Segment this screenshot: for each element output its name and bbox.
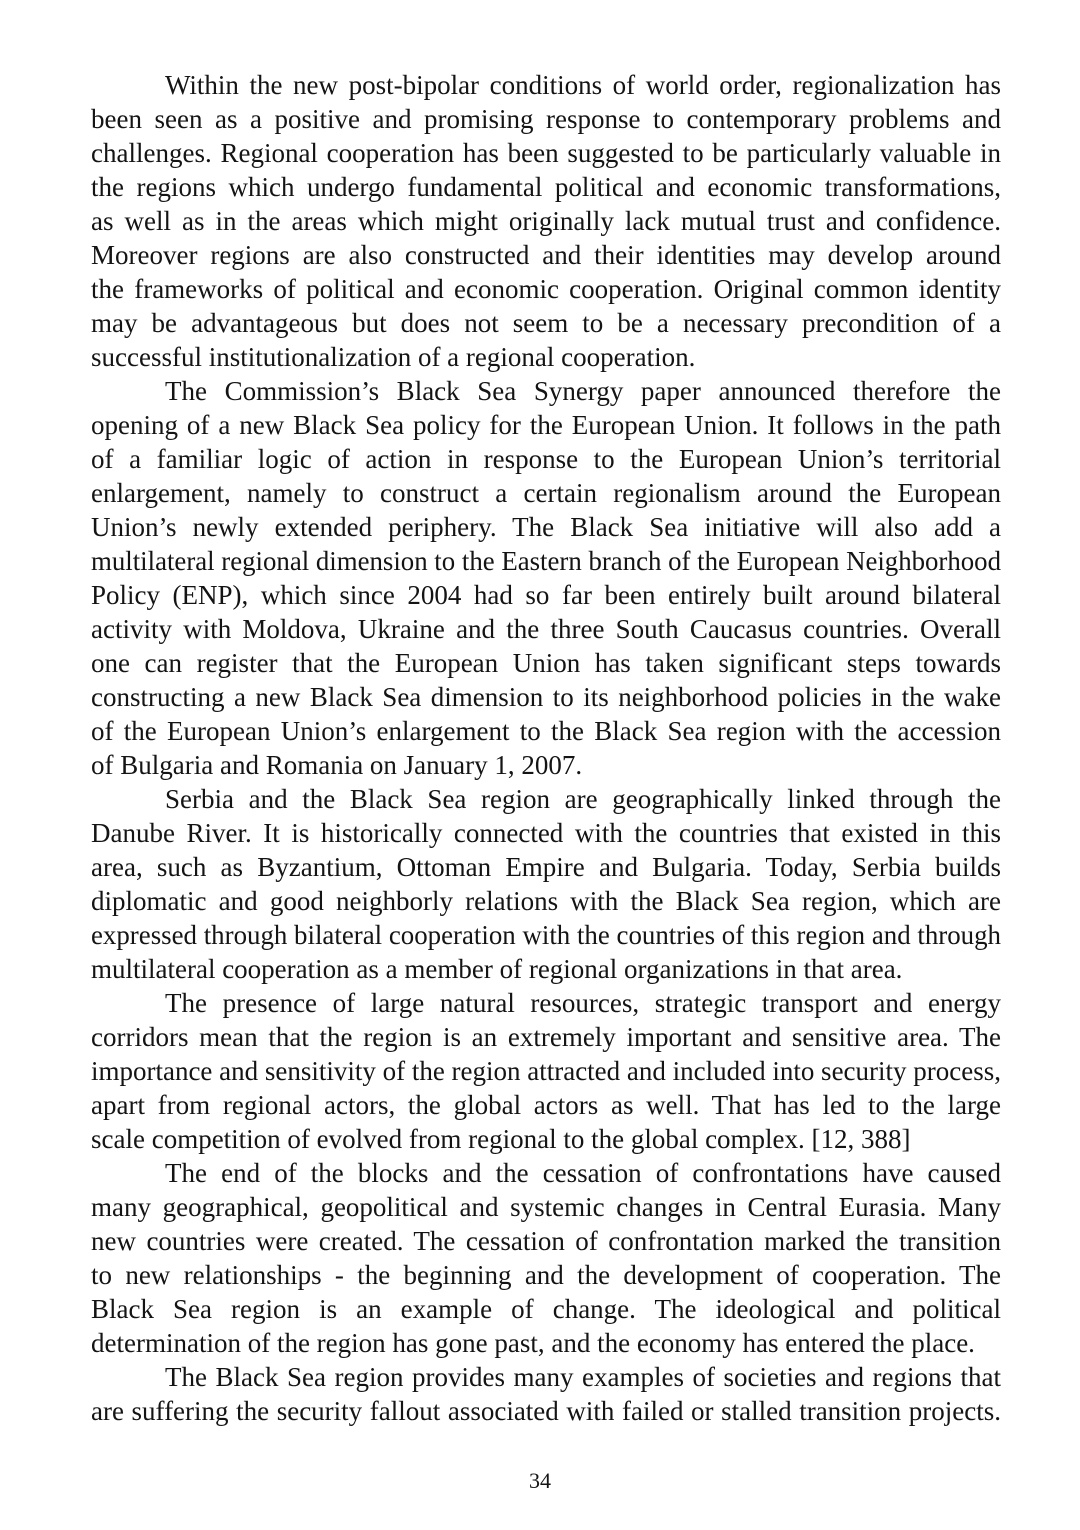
text-line-content: expressed through bilateral cooperation with the countries of this region and through [91,920,1001,950]
text-line: The Black Sea region provides many examples of societies and regions that [165,1362,1001,1392]
text-line: Union’s newly extended periphery. The Black Sea initiative will also add a [91,512,1001,542]
text-line: area, such as Byzantium, Ottoman Empire and Bulgaria. Today, Serbia builds [91,852,1001,882]
text-line: many geographical, geopolitical and systemic changes in Central Eurasia. Many [91,1192,1001,1222]
text-line [91,1054,1001,1088]
text-line: new countries were created. The cessation of confrontation marked the transition [91,1226,1001,1256]
text-line: been seen as a positive and promising response to contemporary problems and [91,104,1001,134]
text-line: the regions which undergo fundamental political and economic transformations, [91,172,1001,202]
text-line-content: importance and sensitivity of the region attracted and included into security process, [91,1056,1001,1086]
paragraph [91,1360,1001,1428]
text-line: scale competition of evolved from regional to the global complex. [12, 388] [91,1124,911,1154]
text-line: The presence of large natural resources, strategic transport and energy [165,988,1001,1018]
text-line: diplomatic and good neighborly relations with the Black Sea region, which are [91,886,1001,916]
paragraph [91,374,1001,782]
paragraph [91,986,1001,1156]
text-line: opening of a new Black Sea policy for the European Union. It follows in the path [91,410,1001,440]
text-line: are suffering the security fallout associated with failed or stalled transition projects. [91,1396,1001,1426]
text-line: multilateral cooperation as a member of regional organizations in that area. [91,954,903,984]
text-line: Danube River. It is historically connected with the countries that existed in this [91,818,1001,848]
text-line: challenges. Regional cooperation has been suggested to be particularly valuable in [91,138,1001,168]
text-line: may be advantageous but does not seem to be a necessary precondition of a [91,308,1001,338]
text-line: of the European Union’s enlargement to the Black Sea region with the accession [91,716,1001,746]
text-line: to new relationships - the beginning and the development of cooperation. The [91,1260,1001,1290]
paragraph [91,1156,1001,1360]
text-line [91,918,1001,952]
text-line-content: multilateral regional dimension to the Eastern branch of the European Neighborhood [91,546,1002,576]
text-line: determination of the region has gone past, and the economy has entered the place. [91,1328,975,1358]
paragraph [91,68,1001,374]
paragraph [91,782,1001,986]
text-line: successful institutionalization of a regional cooperation. [91,342,696,372]
text-line: Policy (ENP), which since 2004 had so far been entirely built around bilateral [91,580,1001,610]
text-line: of Bulgaria and Romania on January 1, 2007. [91,750,583,780]
text-line: enlargement, namely to construct a certain regionalism around the European [91,478,1001,508]
text-line: corridors mean that the region is an extremely important and sensitive area. The [91,1022,1001,1052]
text-line: apart from regional actors, the global actors as well. That has led to the large [91,1090,1001,1120]
text-line: Within the new post-bipolar conditions of world order, regionalization has [165,70,1001,100]
body-text [91,68,1001,1428]
text-line: as well as in the areas which might originally lack mutual trust and confidence. [91,206,1001,236]
text-line: Serbia and the Black Sea region are geographically linked through the [165,784,1001,814]
text-line: constructing a new Black Sea dimension to its neighborhood policies in the wake [91,682,1001,712]
text-line: The end of the blocks and the cessation of confrontations have caused [165,1158,1001,1188]
text-line: Moreover regions are also constructed and their identities may develop around [91,240,1001,270]
text-line [91,544,1001,578]
page-number: 34 [529,1468,551,1493]
text-line: Black Sea region is an example of change. The ideological and political [91,1294,1001,1324]
text-line: one can register that the European Union has taken significant steps towards [91,648,1001,678]
text-line: activity with Moldova, Ukraine and the three South Caucasus countries. Overall [91,614,1001,644]
text-line: the frameworks of political and economic cooperation. Original common identity [91,274,1001,304]
text-line: of a familiar logic of action in response to the European Union’s territorial [91,444,1001,474]
text-line: The Commission’s Black Sea Synergy paper announced therefore the [165,376,1001,406]
